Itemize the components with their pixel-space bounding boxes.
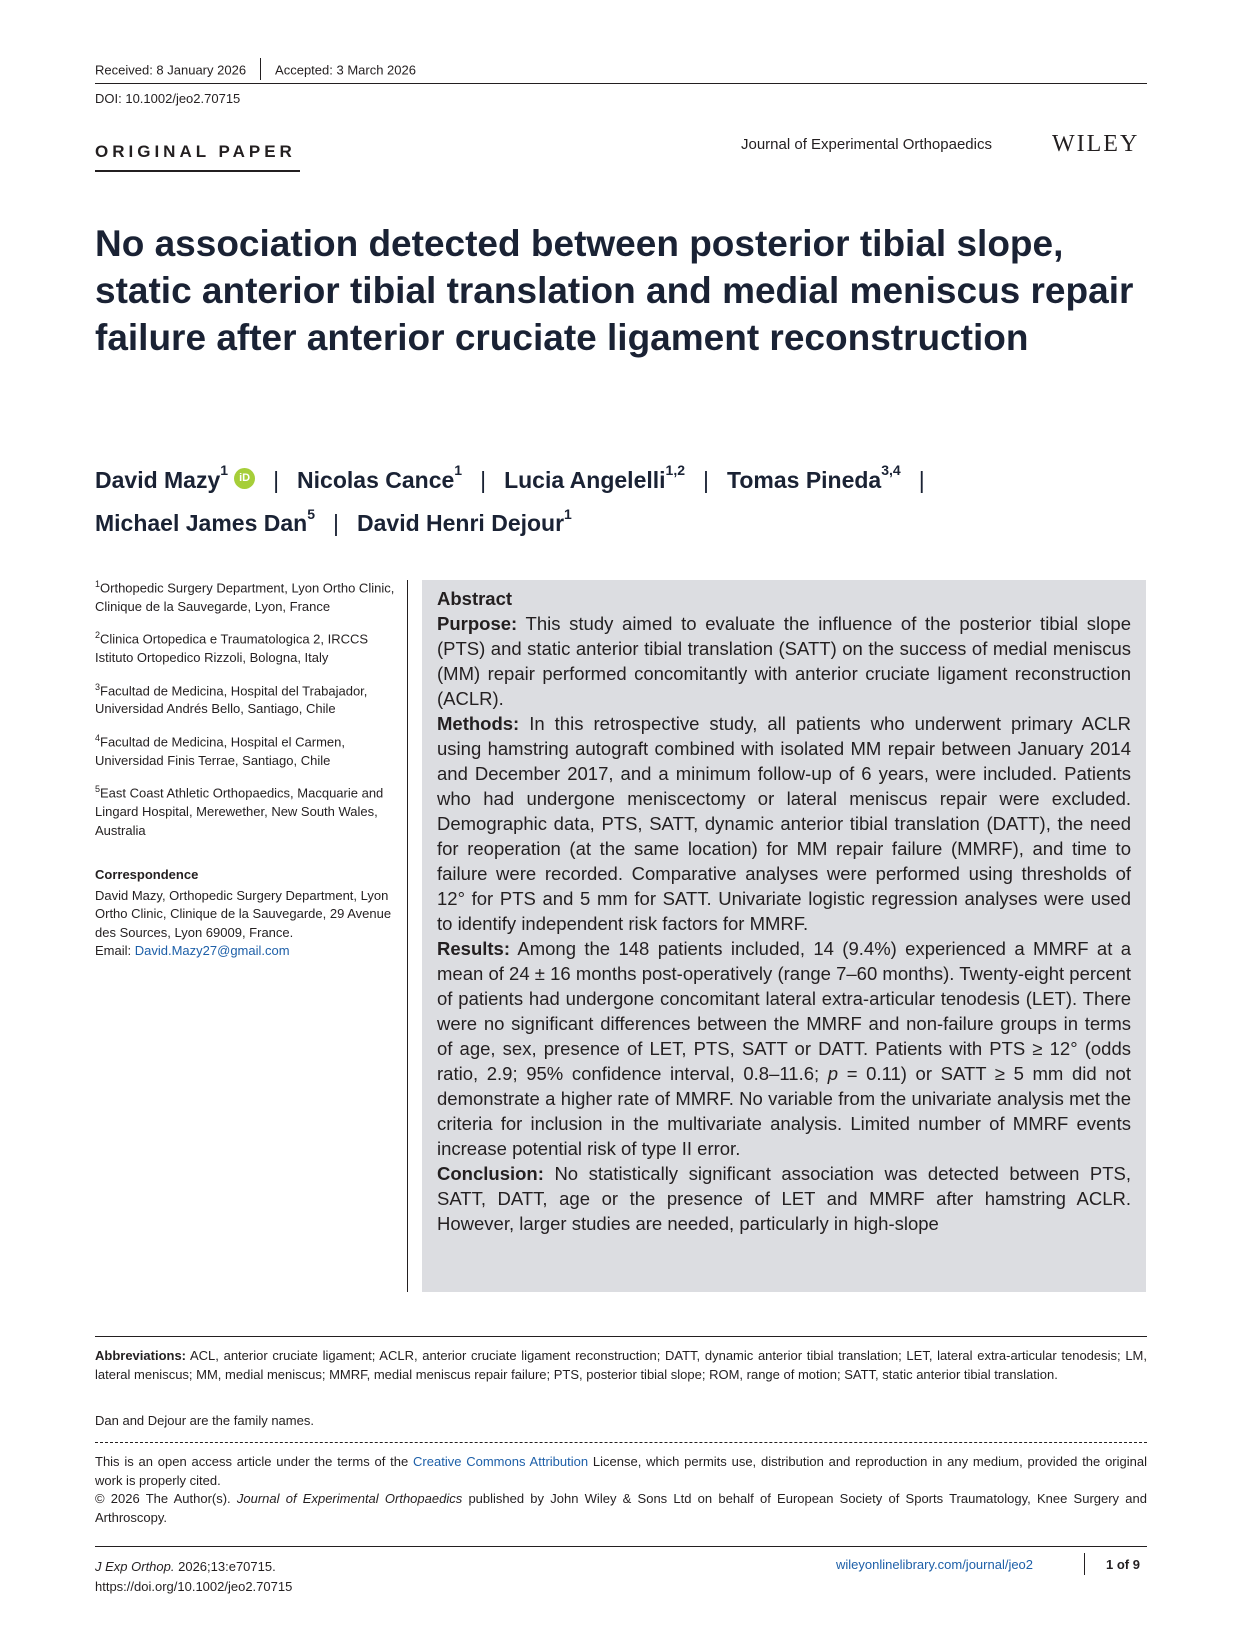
author[interactable]: Lucia Angelelli$^{1,2}$	[504, 462, 686, 493]
doi: DOI: 10.1002/jeo2.70715	[95, 91, 241, 106]
email-link[interactable]: David.Mazy27@gmail.com	[134, 943, 290, 959]
abstract-conclusion: Conclusion: No statistically significant association was detected between PTS, SATT, DATT, age or the presence of LET and MMRF after hamstring ACLR. However, larger studies are needed, particularly in high-slope	[437, 1163, 1132, 1234]
affiliation: $^1$Orthopedic Surgery Department, Lyon Ortho Clinic, Clinique de la Sauvegarde, Lyon, France	[95, 579, 395, 614]
author-separator: |	[703, 466, 709, 493]
page-separator	[1084, 1553, 1085, 1575]
author-separator: |	[333, 510, 339, 537]
dashed-rule	[95, 1442, 1147, 1443]
affiliation: $^3$Facultad de Medicina, Hospital del Trabajador, Universidad Andrés Bello, Santiago, Chile	[95, 681, 368, 717]
footnote-rule	[95, 1336, 1147, 1337]
affiliations	[95, 575, 395, 971]
date-separator	[260, 58, 261, 80]
journal-site-link[interactable]: wileyonlinelibrary.com/journal/jeo2	[836, 1557, 1034, 1572]
publisher-logo: WILEY	[1052, 131, 1140, 157]
author[interactable]: David Mazy$^1$	[95, 462, 229, 493]
author-list	[95, 455, 1155, 542]
correspondence-body: David Mazy, Orthopedic Surgery Department, Lyon Ortho Clinic, Clinique de la Sauvegarde, 29 Avenue des Sources, Lyon 69009, France. Email: David.Mazy27@gmail.com	[95, 887, 392, 959]
abbreviations: Abbreviations: ACL, anterior cruciate ligament; ACLR, anterior cruciate ligament reconstruction; DATT, dynamic anterior tibial translation; LET, lateral extra-articular tenodesis; LM, lateral meniscus; MM, medial meniscus; MMRF, medial meniscus repair failure; PTS, posterior tibial slope; ROM, range of motion; SATT, static anterior tibial translation.	[95, 1348, 1147, 1382]
abstract-heading: Abstract	[437, 588, 513, 609]
author-separator: |	[918, 466, 925, 493]
orcid-icon[interactable]: iD	[234, 468, 255, 489]
author[interactable]: Tomas Pineda$^{3,4}$	[727, 462, 901, 493]
received-date: Received: 8 January 2026	[95, 62, 247, 78]
author[interactable]: David Henri Dejour$^1$	[357, 505, 572, 537]
author-separator: |	[273, 466, 280, 493]
journal-name: Journal of Experimental Orthopaedics	[741, 136, 992, 153]
header-rule	[95, 83, 1147, 84]
license-link[interactable]: Creative Commons Attribution	[413, 1454, 589, 1469]
section-label: ORIGINAL PAPER	[95, 142, 296, 161]
correspondence-heading: Correspondence	[95, 867, 199, 883]
author-separator: |	[480, 466, 487, 493]
abstract-results: Results: Among the 148 patients included, 14 (9.4%) experienced a MMRF at a mean of 24 ± 16 months post-operatively (range 7–60 months). Twenty-eight percent of patients had undergone concomitant lateral extra-articular tenodesis (LET). There were no significant differences between the MMRF and non-failure groups in terms of age, sex, presence of LET, PTS, SATT or DATT. Patients with PTS ≥ 12° (odds ratio, 2.9; 95% confidence interval, 0.8–11.6; p = 0.11) or SATT ≥ 5 mm did not demonstrate a higher rate of MMRF. No variable from the univariate analysis met the criteria for inclusion in the multivariate analysis. Limited number of MMRF events increase potential risk of type II error.	[437, 938, 1132, 1159]
citation-doi[interactable]: https://doi.org/10.1002/jeo2.70715	[95, 1579, 293, 1594]
article-title: No association detected between posterior tibial slope, static anterior tibial translation and medial meniscus repair failure after anterior cruciate ligament reconstruction	[95, 223, 1134, 358]
article-dates	[95, 60, 416, 82]
abstract-methods: Methods: In this retrospective study, all patients who underwent primary ACLR using hamstring autograft combined with isolated MM repair between January 2014 and December 2017, and a minimum follow-up of 6 years, were included. Patients who had undergone meniscectomy or lateral meniscus repair were excluded. Demographic data, PTS, SATT, dynamic anterior tibial translation (DATT), the need for reoperation (at the same location) for MM repair failure (MMRF), and time to failure were recorded. Comparative analyses were performed using thresholds of 12° for PTS and 5 mm for SATT. Univariate logistic regression analyses were used to identify independent risk factors for MMRF.	[437, 713, 1132, 934]
accepted-date: Accepted: 3 March 2026	[275, 62, 416, 78]
footer-rule	[95, 1546, 1147, 1547]
author[interactable]: Nicolas Cance$^1$	[297, 462, 463, 493]
column-divider	[407, 580, 408, 1292]
license-notice: This is an open access article under the terms of the Creative Commons Attribution License, which permits use, distribution and reproduction in any medium, provided the original work is properly cited. © 2026 The Author(s). Journal of Experimental Orthopaedics published by John Wiley & Sons Ltd on behalf of European Society of Sports Traumatology, Knee Surgery and Arthroscopy.	[95, 1454, 1147, 1525]
family-names-note: Dan and Dejour are the family names.	[95, 1413, 314, 1428]
citation: J Exp Orthop. 2026;13:e70715. https://doi.org/10.1002/jeo2.70715	[95, 1559, 293, 1594]
author[interactable]: Michael James Dan$^5$	[95, 505, 316, 537]
page-number: 1 of 9	[1106, 1557, 1140, 1572]
affiliation: $^4$Facultad de Medicina, Hospital el Carmen, Universidad Finis Terrae, Santiago, Chile	[95, 732, 345, 768]
affiliation: $^2$Clinica Ortopedica e Traumatologica 2, IRCCS Istituto Ortopedico Rizzoli, Bologna, Italy	[95, 630, 369, 666]
abstract-purpose: Purpose: This study aimed to evaluate the influence of the posterior tibial slope (PTS) and static anterior tibial translation (SATT) on the success of medial meniscus (MM) repair performed concomitantly with anterior cruciate ligament reconstruction (ACLR).	[437, 613, 1131, 709]
abstract	[437, 586, 1131, 1236]
affiliation: $^5$East Coast Athletic Orthopaedics, Macquarie and Lingard Hospital, Merewether, New South Wales, Australia	[95, 784, 384, 838]
section-rule	[95, 170, 300, 172]
